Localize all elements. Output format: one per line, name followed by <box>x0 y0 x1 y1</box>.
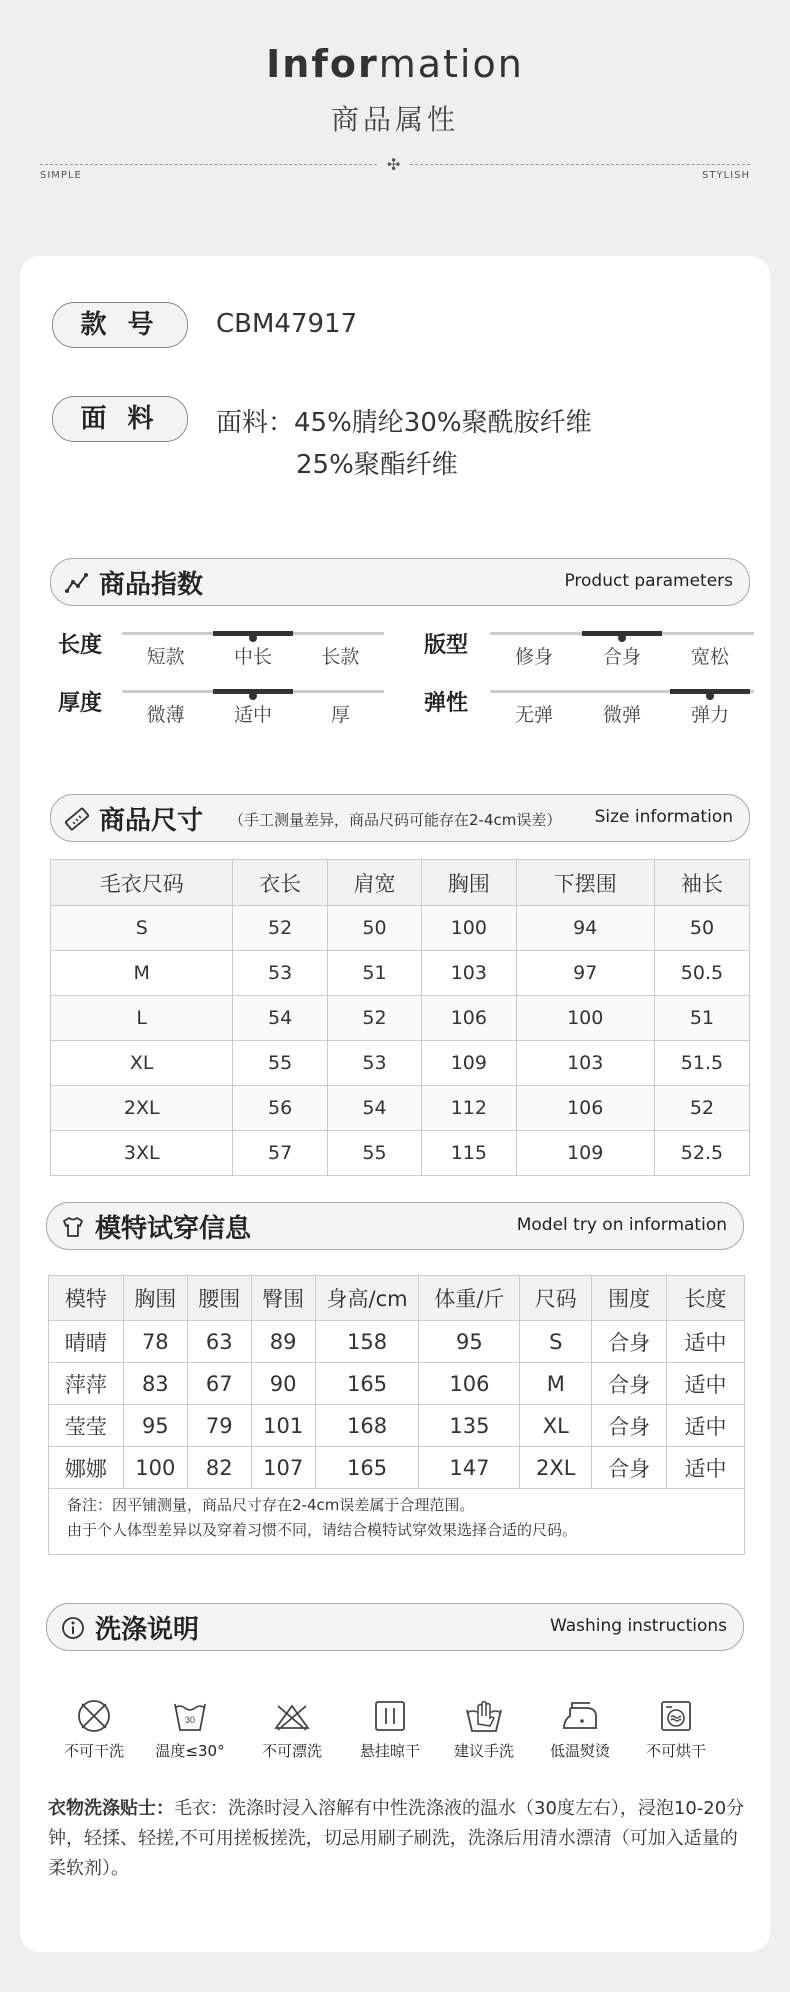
divider-right <box>410 164 750 165</box>
wash-item-wash-30 <box>142 1698 238 1761</box>
table-cell: 合身 <box>592 1321 667 1363</box>
table-cell: 82 <box>187 1447 251 1489</box>
size-note: （手工测量差异，商品尺码可能存在2-4cm误差） <box>229 811 562 829</box>
style-no-label: 款 号 <box>52 302 188 348</box>
param-label: 版型 <box>424 633 469 658</box>
size-title: 商品尺寸 <box>99 806 204 836</box>
table-cell: 萍萍 <box>49 1363 124 1405</box>
table-cell: 2XL <box>51 1086 233 1131</box>
model-header-cell: 身高/cm <box>315 1276 419 1321</box>
wash-label-no-bleach: 不可漂洗 <box>261 1742 322 1760</box>
table-row <box>49 1447 745 1489</box>
table-row <box>51 1086 750 1131</box>
param-option: 宽松 <box>690 646 729 668</box>
table-cell: 53 <box>327 1041 421 1086</box>
table-cell: 97 <box>516 951 654 996</box>
table-cell: XL <box>520 1405 592 1447</box>
table-cell: 147 <box>419 1447 520 1489</box>
size-header-cell: 袖长 <box>654 860 749 906</box>
wash-item-no-tumble-dry <box>628 1698 724 1761</box>
param-selected-dot <box>249 692 257 700</box>
table-cell: 3XL <box>51 1131 233 1176</box>
table-cell: 135 <box>419 1405 520 1447</box>
param-option: 弹力 <box>690 704 729 726</box>
model-table-header <box>49 1276 745 1321</box>
table-cell: 晴晴 <box>49 1321 124 1363</box>
param-label: 弹性 <box>424 691 469 716</box>
param-selected-dot <box>706 692 714 700</box>
table-cell: XL <box>51 1041 233 1086</box>
table-cell: 娜娜 <box>49 1447 124 1489</box>
table-cell: 106 <box>422 996 516 1041</box>
table-cell: 83 <box>123 1363 187 1405</box>
hand-wash-icon <box>464 1698 504 1734</box>
size-header-cell: 下摆围 <box>516 860 654 906</box>
size-en: Size information <box>594 807 733 827</box>
model-remark <box>48 1485 745 1555</box>
table-cell: 67 <box>187 1363 251 1405</box>
model-section-header <box>46 1202 744 1250</box>
size-table <box>50 859 750 1176</box>
table-cell: 100 <box>516 996 654 1041</box>
table-cell: 106 <box>419 1363 520 1405</box>
table-cell: 78 <box>123 1321 187 1363</box>
table-cell: 52 <box>327 996 421 1041</box>
table-cell: 101 <box>251 1405 315 1447</box>
model-header-cell: 体重/斤 <box>419 1276 520 1321</box>
page-subtitle: 商品属性 <box>330 103 459 136</box>
size-header-cell: 衣长 <box>233 860 327 906</box>
table-cell: 52 <box>654 1086 749 1131</box>
table-cell: 适中 <box>667 1321 745 1363</box>
tips-label: 衣物洗涤贴士： <box>48 1798 174 1819</box>
style-no-value: CBM47917 <box>216 309 358 339</box>
param-option: 修身 <box>514 646 553 668</box>
washing-tips <box>48 1794 754 1884</box>
table-cell: 51 <box>654 996 749 1041</box>
table-cell: 56 <box>233 1086 327 1131</box>
table-cell: 合身 <box>592 1405 667 1447</box>
table-cell: 合身 <box>592 1447 667 1489</box>
wash-label-low-iron: 低温熨烫 <box>549 1742 610 1760</box>
wash-temp-mark: 30 <box>184 1715 196 1725</box>
fabric-line2: 25%聚酯纤维 <box>296 450 458 480</box>
table-cell: 90 <box>251 1363 315 1405</box>
remark-line-1: 备注：因平铺测量，商品尺寸存在2-4cm误差属于合理范围。 <box>67 1496 475 1514</box>
table-cell: M <box>520 1363 592 1405</box>
table-row <box>51 906 750 951</box>
no-bleach-icon <box>272 1698 312 1734</box>
table-cell: 55 <box>327 1131 421 1176</box>
hang-dry-icon <box>372 1698 408 1734</box>
table-cell: 适中 <box>667 1447 745 1489</box>
low-iron-icon <box>560 1698 600 1734</box>
model-header-cell: 模特 <box>49 1276 124 1321</box>
no-tumble-dry-icon <box>658 1698 694 1734</box>
table-row <box>49 1363 745 1405</box>
table-cell: 168 <box>315 1405 419 1447</box>
wash-label-no-tumble-dry: 不可烘干 <box>645 1742 706 1760</box>
wash-item-hang-dry <box>342 1698 438 1761</box>
table-cell: 52 <box>233 906 327 951</box>
table-cell: S <box>520 1321 592 1363</box>
table-cell: 79 <box>187 1405 251 1447</box>
table-cell: 95 <box>123 1405 187 1447</box>
param-option: 微弹 <box>602 704 641 726</box>
wash-30-icon <box>172 1698 208 1734</box>
table-row <box>51 996 750 1041</box>
size-section-header <box>50 794 750 842</box>
table-cell: 165 <box>315 1447 419 1489</box>
param-label: 长度 <box>58 633 103 658</box>
washing-en: Washing instructions <box>549 1616 727 1636</box>
table-cell: 94 <box>516 906 654 951</box>
table-cell: 100 <box>422 906 516 951</box>
table-cell: 50 <box>327 906 421 951</box>
params-title: 商品指数 <box>99 570 204 600</box>
wash-label-no-dry-clean: 不可干洗 <box>63 1742 124 1760</box>
wash-label-hand-wash: 建议手洗 <box>453 1742 514 1760</box>
table-cell: 106 <box>516 1086 654 1131</box>
table-cell: 57 <box>233 1131 327 1176</box>
model-header-cell: 胸围 <box>123 1276 187 1321</box>
table-row <box>49 1321 745 1363</box>
stylish-label: STYLISH <box>702 170 750 181</box>
table-cell: M <box>51 951 233 996</box>
table-cell: 54 <box>233 996 327 1041</box>
param-option: 微薄 <box>146 704 185 726</box>
cross-ornament-icon: ✣ <box>387 155 401 174</box>
table-cell: 51.5 <box>654 1041 749 1086</box>
table-cell: 158 <box>315 1321 419 1363</box>
wash-item-no-dry-clean <box>46 1698 142 1761</box>
table-cell: 51 <box>327 951 421 996</box>
table-cell: 2XL <box>520 1447 592 1489</box>
washing-title: 洗涤说明 <box>95 1615 200 1645</box>
simple-label: SIMPLE <box>40 170 82 181</box>
page-title: Information <box>266 42 524 86</box>
table-cell: 109 <box>422 1041 516 1086</box>
size-header-cell: 胸围 <box>422 860 516 906</box>
table-cell: 109 <box>516 1131 654 1176</box>
washing-section-header <box>46 1603 744 1651</box>
param-selected-dot <box>249 634 257 642</box>
table-cell: 莹莹 <box>49 1405 124 1447</box>
table-row <box>51 1131 750 1176</box>
model-header-cell: 围度 <box>592 1276 667 1321</box>
table-cell: 53 <box>233 951 327 996</box>
param-option: 无弹 <box>514 704 553 726</box>
table-cell: 50 <box>654 906 749 951</box>
fabric-label: 面 料 <box>52 396 188 442</box>
table-row <box>51 1041 750 1086</box>
remark-line-2: 由于个人体型差异以及穿着习惯不同，请结合模特试穿效果选择合适的尺码。 <box>67 1521 578 1539</box>
table-cell: 103 <box>516 1041 654 1086</box>
table-cell: 107 <box>251 1447 315 1489</box>
table-cell: 165 <box>315 1363 419 1405</box>
param-option: 中长 <box>233 646 272 668</box>
table-cell: 115 <box>422 1131 516 1176</box>
tips-text: 毛衣：洗涤时浸入溶解有中性洗涤液的温水（30度左右），浸泡10-20分钟，轻揉、轻搓,不可用搓板搓洗，切忌用刷子刷洗，洗涤后用清水漂清（可加入适量的柔软剂）。 <box>48 1798 745 1879</box>
wash-label-hang-dry: 悬挂晾干 <box>359 1742 420 1760</box>
table-cell: 54 <box>327 1086 421 1131</box>
model-title: 模特试穿信息 <box>95 1214 252 1244</box>
table-row <box>49 1405 745 1447</box>
wash-label-wash-30: 温度≤30° <box>155 1742 225 1760</box>
model-header-cell: 臀围 <box>251 1276 315 1321</box>
size-header-cell: 毛衣尺码 <box>51 860 233 906</box>
fabric-line1: 面料：45%腈纶30%聚酰胺纤维 <box>216 408 592 438</box>
param-selected-dot <box>618 634 626 642</box>
ruler-icon <box>65 807 89 831</box>
param-option: 合身 <box>602 646 641 668</box>
table-cell: 适中 <box>667 1363 745 1405</box>
params-section-header <box>50 558 750 606</box>
table-cell: 89 <box>251 1321 315 1363</box>
table-cell: 112 <box>422 1086 516 1131</box>
model-header-cell: 尺码 <box>520 1276 592 1321</box>
divider-left <box>40 164 377 165</box>
param-label: 厚度 <box>58 691 103 716</box>
wash-item-low-iron <box>532 1698 628 1761</box>
no-dry-clean-icon <box>76 1698 112 1734</box>
table-cell: 52.5 <box>654 1131 749 1176</box>
trend-icon <box>65 571 89 595</box>
size-table-header <box>51 860 750 906</box>
table-cell: 适中 <box>667 1405 745 1447</box>
table-cell: 50.5 <box>654 951 749 996</box>
model-header-cell: 长度 <box>667 1276 745 1321</box>
model-header-cell: 腰围 <box>187 1276 251 1321</box>
param-option: 长款 <box>321 646 360 668</box>
shirt-icon <box>61 1215 85 1239</box>
table-cell: 100 <box>123 1447 187 1489</box>
table-cell: 63 <box>187 1321 251 1363</box>
param-option: 厚 <box>330 704 350 726</box>
table-cell: L <box>51 996 233 1041</box>
table-cell: 合身 <box>592 1363 667 1405</box>
wash-item-no-bleach <box>244 1698 340 1761</box>
table-row <box>51 951 750 996</box>
table-cell: 55 <box>233 1041 327 1086</box>
size-header-cell: 肩宽 <box>327 860 421 906</box>
table-cell: 95 <box>419 1321 520 1363</box>
table-cell: S <box>51 906 233 951</box>
model-en: Model try on information <box>516 1215 727 1235</box>
param-option: 适中 <box>233 704 272 726</box>
table-cell: 103 <box>422 951 516 996</box>
model-table <box>48 1275 745 1489</box>
param-option: 短款 <box>146 646 185 668</box>
info-icon <box>61 1616 85 1640</box>
wash-item-hand-wash <box>436 1698 532 1761</box>
params-en: Product parameters <box>564 571 733 591</box>
